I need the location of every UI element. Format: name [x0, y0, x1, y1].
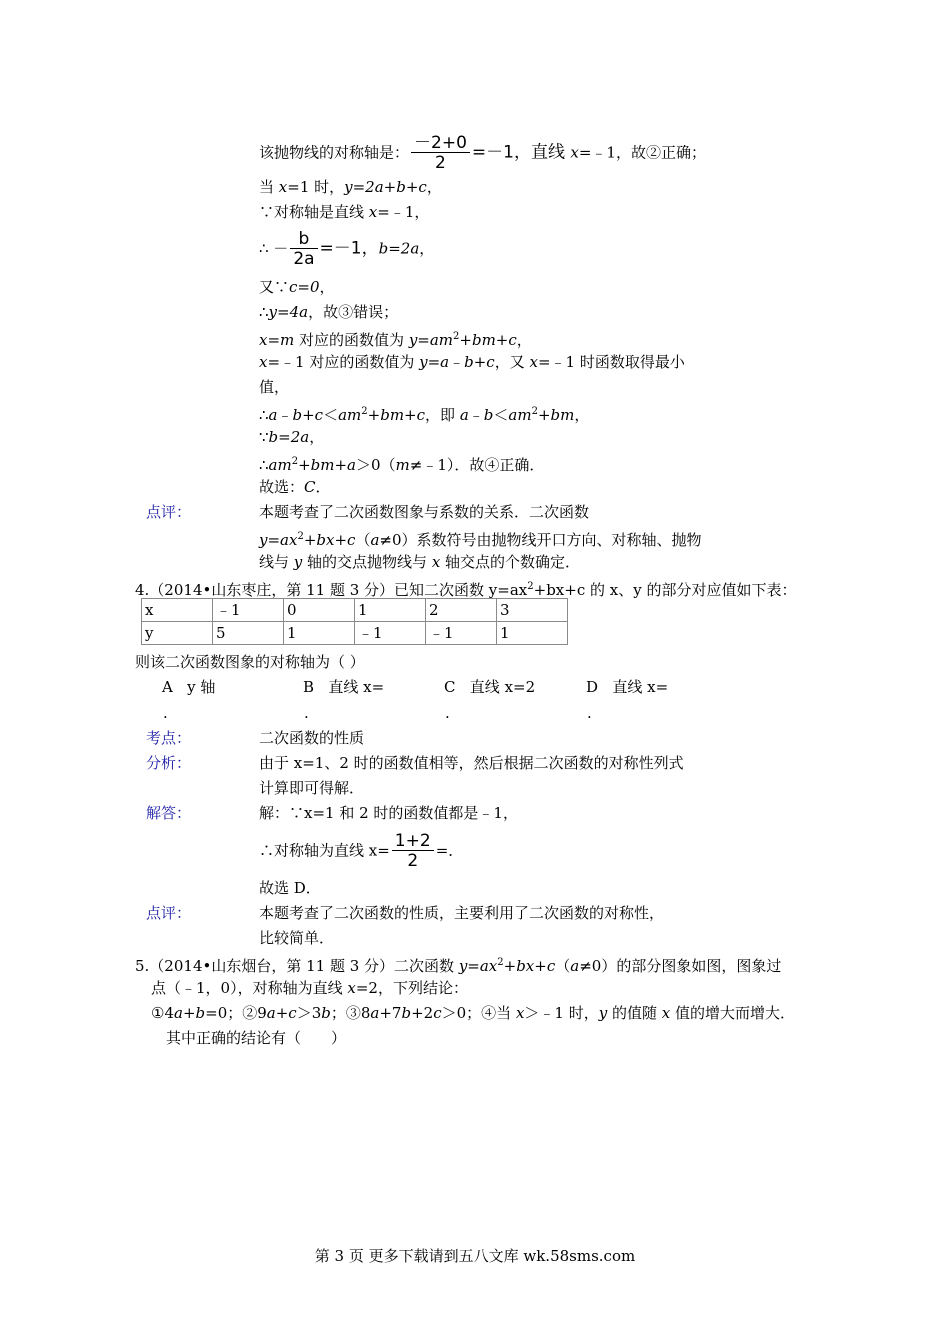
math-expr: am	[338, 406, 362, 424]
fraction	[290, 230, 317, 269]
math-var: x	[259, 353, 268, 371]
text: =﹣1，	[377, 203, 430, 221]
option-dot: .	[587, 704, 592, 722]
table-row	[142, 622, 568, 645]
option-letter: B	[303, 678, 315, 696]
math-var: b	[401, 1004, 412, 1022]
option-d	[586, 677, 668, 697]
math-expr: +bx+c	[303, 531, 356, 549]
math-expr: +bm+a	[298, 456, 356, 474]
fraction-denominator: 2a	[293, 249, 315, 269]
text: 4.（2014•山东枣庄，第 11 题 3 分）已知二次函数 y=ax	[135, 581, 528, 599]
math-expr: y=ax	[259, 531, 298, 549]
table-cell: ﹣1	[213, 599, 284, 622]
math-expr: +bx+c	[503, 957, 556, 975]
fenxi-line-2: 计算即可得解．	[259, 779, 365, 797]
text: =－1，	[319, 238, 379, 259]
math-expr: a+c	[266, 1004, 297, 1022]
fraction	[411, 134, 470, 173]
jieda-line-2	[259, 832, 463, 871]
math-expr: b=2a	[268, 428, 310, 446]
text: 该抛物线的对称轴是：	[259, 143, 410, 162]
text: 值的增大而增大．	[670, 1004, 795, 1022]
math-expr: y=4a	[268, 303, 309, 321]
text: ∵	[259, 428, 269, 446]
option-c	[444, 677, 535, 697]
math-expr: a+b	[174, 1004, 206, 1022]
fraction	[392, 832, 434, 871]
text: ＜	[323, 406, 339, 424]
pingping-line-1: 本题考查了二次函数的性质，主要利用了二次函数的对称性，	[259, 904, 665, 922]
math-var: y	[293, 553, 303, 571]
fraction-numerator: 1+2	[394, 831, 431, 851]
text: ∵对称轴是直线	[259, 203, 369, 221]
text: ＞3	[296, 1004, 322, 1022]
math-var: a	[570, 957, 580, 975]
math-var: x	[278, 178, 288, 196]
q4-question: 则该二次函数图象的对称轴为（ ）	[135, 653, 365, 671]
sol3-line-8	[259, 352, 685, 372]
option-b	[303, 677, 384, 697]
math-var: x	[347, 979, 356, 997]
text: =﹣1，故②正确；	[578, 143, 706, 162]
math-expr: y=ax	[458, 957, 498, 975]
text: 又∵	[259, 278, 290, 296]
superscript: 2	[527, 581, 534, 592]
option-text: 直线 x=	[328, 678, 385, 696]
math-expr: b+c	[292, 406, 324, 424]
math-expr: y=2a+b+c	[344, 178, 427, 196]
text: ，	[419, 239, 435, 258]
text: ，又	[494, 353, 530, 371]
table-cell: 3	[497, 599, 568, 622]
text: ，	[319, 278, 335, 296]
math-var: a	[370, 531, 380, 549]
table-cell: 1	[355, 599, 426, 622]
math-var: x	[368, 203, 378, 221]
text: ∴ －	[259, 239, 289, 258]
table-cell: ﹣1	[426, 622, 497, 645]
text: 的值随	[607, 1004, 662, 1022]
math-var: C	[304, 478, 316, 496]
math-var: x	[570, 143, 579, 162]
superscript: 2	[531, 406, 538, 417]
option-dot: .	[445, 704, 450, 722]
sol3-line-11	[259, 427, 324, 447]
table-cell: y	[142, 622, 213, 645]
math-var: x	[431, 553, 441, 571]
text: ，故③错误；	[308, 303, 399, 321]
option-text: 直线 x=2	[469, 678, 536, 696]
text: 轴的交点抛物线与	[302, 553, 432, 571]
math-var: x	[661, 1004, 671, 1022]
text: ＜	[493, 406, 509, 424]
review-label: 点评：	[146, 503, 192, 521]
text: ﹣	[277, 406, 293, 424]
option-dot: .	[304, 704, 309, 722]
q4-stem	[135, 577, 796, 600]
math-expr: +bm+c	[367, 406, 426, 424]
text: +2	[411, 1004, 434, 1022]
page-footer: 第 3 页 更多下载请到五八文库 wk.58sms.com	[314, 1247, 636, 1265]
text: ∴对称轴为直线 x=	[259, 841, 390, 860]
text: ≠0）的部分图象如图，图象过	[579, 957, 782, 975]
math-expr: y=a	[419, 353, 450, 371]
value-table	[141, 598, 568, 645]
text: =1 时，	[287, 178, 345, 196]
text: ，	[516, 331, 532, 349]
math-expr: am	[268, 456, 292, 474]
option-letter: A	[162, 678, 173, 696]
option-letter: C	[444, 678, 456, 696]
q5-stem	[135, 953, 781, 976]
math-var: a	[370, 1004, 380, 1022]
text: ．	[315, 478, 331, 496]
sol3-line-10	[259, 402, 589, 425]
table-cell: x	[142, 599, 213, 622]
table-cell: 2	[426, 599, 497, 622]
text: （	[355, 531, 371, 549]
math-expr: b+c	[464, 353, 495, 371]
math-expr: y=am	[408, 331, 454, 349]
text: （	[555, 957, 571, 975]
text: 当	[259, 178, 279, 196]
table-row	[142, 599, 568, 622]
text: ∴	[259, 456, 269, 474]
sol3-line-12	[259, 452, 544, 475]
text: ∴	[259, 406, 269, 424]
math-expr: am	[508, 406, 532, 424]
table-cell: 1	[284, 622, 355, 645]
review-line-3	[259, 552, 580, 572]
fenxi-line-1: 由于 x=1、2 时的函数值相等，然后根据二次函数的对称性列式	[259, 754, 684, 772]
text: =﹣1 对应的函数值为	[267, 353, 420, 371]
text: ，	[309, 428, 325, 446]
text: +bx+c 的 x、y 的部分对应值如下表：	[533, 581, 797, 599]
text: ＞0（	[356, 456, 396, 474]
q5-line-3	[151, 1003, 795, 1023]
review-line-2	[259, 527, 702, 550]
jieda-line-1: 解：∵x=1 和 2 时的函数值都是﹣1，	[259, 804, 518, 822]
math-var: b	[483, 406, 494, 424]
text: ﹣	[449, 353, 465, 371]
sol3-line-9	[259, 377, 289, 397]
text: ≠0）系数符号由抛物线开口方向、对称轴、抛物	[379, 531, 702, 549]
math-expr: b=2a	[378, 239, 420, 258]
option-dot: .	[163, 704, 168, 722]
superscript: 2	[291, 456, 299, 467]
math-var: x	[515, 1004, 525, 1022]
math-var: a	[459, 406, 469, 424]
text: ；③8	[330, 1004, 371, 1022]
text: =．	[435, 841, 464, 860]
table-cell: 5	[213, 622, 284, 645]
fraction-denominator: 2	[435, 153, 446, 173]
text: ﹣	[468, 406, 484, 424]
text: ，	[426, 178, 442, 196]
text: =－1，直线	[471, 142, 571, 163]
q5-line-4: 其中正确的结论有（ ）	[166, 1029, 347, 1047]
math-var: c	[433, 1004, 442, 1022]
fenxi-label: 分析：	[146, 754, 192, 772]
math-var: m	[395, 456, 410, 474]
sol3-line-7	[259, 327, 532, 350]
math-var: x	[529, 353, 538, 371]
math-expr: x=m	[259, 331, 295, 349]
option-text: y 轴	[187, 678, 216, 696]
review-line-1: 本题考查了二次函数图象与系数的关系．二次函数	[259, 503, 590, 521]
math-expr: +bm+c	[459, 331, 517, 349]
sol3-line-5	[259, 277, 335, 297]
text: ，即	[425, 406, 460, 424]
text: ∴	[259, 303, 269, 321]
fraction-numerator: b	[298, 229, 310, 249]
text: ＞﹣1 时，	[524, 1004, 599, 1022]
sol3-line-4	[259, 230, 434, 269]
text: 线与	[259, 553, 294, 571]
fraction-numerator: －2+0	[414, 133, 467, 153]
option-text: 直线 x=	[612, 678, 669, 696]
text: ≠﹣1）．故④正确．	[409, 456, 545, 474]
text: 轴交点的个数确定．	[440, 553, 581, 571]
superscript: 2	[497, 957, 504, 968]
text: ＞0；④当	[441, 1004, 516, 1022]
math-expr: +bm	[537, 406, 575, 424]
table-cell: 0	[284, 599, 355, 622]
table-cell: 1	[497, 622, 568, 645]
text: ①4	[151, 1004, 174, 1022]
text: 故选：	[259, 478, 305, 496]
text: ，	[574, 406, 590, 424]
pingping-label: 点评：	[146, 904, 192, 922]
superscript: 2	[361, 406, 368, 417]
option-letter: D	[586, 678, 599, 696]
math-expr: c=0	[289, 278, 320, 296]
table-cell: ﹣1	[355, 622, 426, 645]
text: 对应的函数值为	[294, 331, 409, 349]
text: +7	[379, 1004, 402, 1022]
jieda-label: 解答：	[146, 804, 192, 822]
sol3-line-2	[259, 177, 442, 197]
text: =﹣1 时函数取得最小	[537, 353, 685, 371]
pingping-line-2: 比较简单．	[259, 929, 335, 947]
text: 5.（2014•山东烟台，第 11 题 3 分）二次函数	[135, 957, 459, 975]
text: =2，下列结论：	[355, 979, 468, 997]
option-a	[162, 677, 215, 697]
kaodian-label: 考点：	[146, 729, 192, 747]
text: =0；②9	[205, 1004, 267, 1022]
text: 点（﹣1，0），对称轴为直线	[151, 979, 348, 997]
sol3-line-13	[259, 477, 331, 497]
superscript: 2	[297, 531, 304, 542]
math-var: y	[598, 1004, 608, 1022]
math-var: a	[268, 406, 278, 424]
math-var: b	[321, 1004, 331, 1022]
jieda-line-3: 故选 D．	[259, 879, 321, 897]
fraction-denominator: 2	[407, 851, 419, 871]
superscript: 2	[453, 331, 460, 342]
q5-line-2	[151, 978, 468, 998]
sol3-line-3	[259, 202, 429, 222]
axis-line	[259, 134, 706, 173]
kaodian-text: 二次函数的性质	[259, 729, 365, 747]
sol3-line-6	[259, 302, 398, 322]
text: 值，	[259, 378, 290, 396]
